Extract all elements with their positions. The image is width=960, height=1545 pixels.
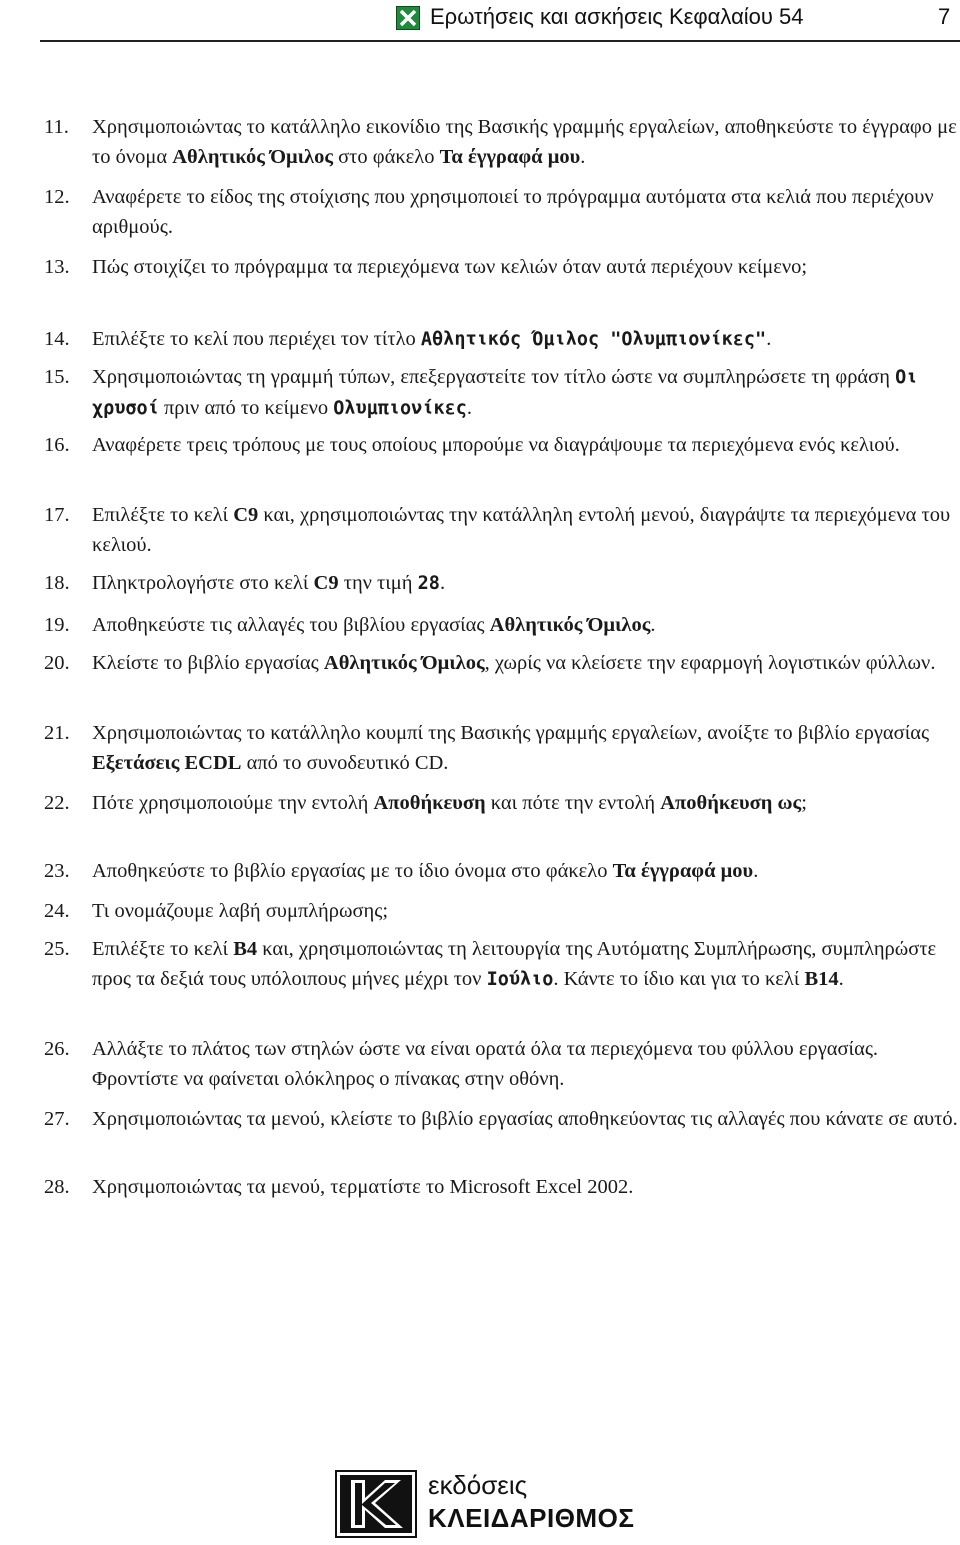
question-27 bbox=[44, 1104, 960, 1134]
question-24 bbox=[44, 896, 960, 926]
question-13 bbox=[44, 252, 960, 282]
question-number: 27. bbox=[44, 1108, 70, 1130]
question-text: Αποθηκεύστε το βιβλίο εργασίας με το ίδιο όνομα στο φάκελο Τα έγγραφά μου. bbox=[92, 860, 759, 882]
question-14 bbox=[44, 324, 960, 355]
question-22 bbox=[44, 788, 960, 818]
question-number: 17. bbox=[44, 504, 70, 526]
question-19 bbox=[44, 610, 960, 640]
question-text: Επιλέξτε το κελί C9 και, χρησιμοποιώντας την κατάλληλη εντολή μενού, διαγράψτε τα περιεχόμενα του κελιού. bbox=[92, 504, 951, 556]
question-number: 13. bbox=[44, 256, 70, 278]
question-number: 25. bbox=[44, 938, 70, 960]
header-rule bbox=[40, 40, 960, 42]
question-number: 24. bbox=[44, 900, 70, 922]
question-text: Πληκτρολογήστε στο κελί C9 την τιμή 28. bbox=[92, 572, 446, 594]
question-text: Αποθηκεύστε τις αλλαγές του βιβλίου εργασίας Αθλητικός Όμιλος. bbox=[92, 614, 656, 636]
question-text: Χρησιμοποιώντας τα μενού, τερματίστε το Microsoft Excel 2002. bbox=[92, 1176, 634, 1198]
question-number: 12. bbox=[44, 186, 70, 208]
question-number: 22. bbox=[44, 792, 70, 814]
question-number: 15. bbox=[44, 366, 70, 388]
question-number: 26. bbox=[44, 1038, 70, 1060]
excel-icon bbox=[396, 6, 420, 30]
question-number: 23. bbox=[44, 860, 70, 882]
question-text: Επιλέξτε το κελί B4 και, χρησιμοποιώντας τη λειτουργία της Αυτόματης Συμπλήρωσης, συμπληρώστε προς τα δεξιά τους υπόλοιπους μήνες μέχρι τον Ιούλιο. Κάντε το ίδιο και για το κελί B14. bbox=[92, 938, 937, 990]
question-11 bbox=[44, 112, 960, 172]
publisher-logo bbox=[335, 1470, 417, 1538]
question-number: 11. bbox=[44, 116, 69, 138]
publisher-line1: εκδόσεις bbox=[428, 1470, 528, 1500]
question-number: 14. bbox=[44, 328, 70, 350]
question-12 bbox=[44, 182, 960, 242]
question-28 bbox=[44, 1172, 960, 1202]
question-number: 21. bbox=[44, 722, 70, 744]
question-text: Πότε χρησιμοποιούμε την εντολή Αποθήκευση και πότε την εντολή Αποθήκευση ως; bbox=[92, 792, 807, 814]
question-number: 18. bbox=[44, 572, 70, 594]
question-text: Χρησιμοποιώντας το κατάλληλο κουμπί της Βασικής γραμμής εργαλείων, ανοίξτε το βιβλίο εργασίας Εξετάσεις ECDL από το συνοδευτικό CD. bbox=[92, 722, 930, 774]
question-text: Χρησιμοποιώντας τη γραμμή τύπων, επεξεργαστείτε τον τίτλο ώστε να συμπληρώσετε τη φράση Οι χρυσοί πριν από το κείμενο Ολυμπιονίκες. bbox=[92, 366, 918, 419]
question-text: Επιλέξτε το κελί που περιέχει τον τίτλο Αθλητικός Όμιλος "Ολυμπιονίκες". bbox=[92, 328, 772, 350]
question-text: Αναφέρετε τρεις τρόπους με τους οποίους μπορούμε να διαγράψουμε τα περιεχόμενα ενός κελιού. bbox=[92, 434, 900, 456]
question-text: Κλείστε το βιβλίο εργασίας Αθλητικός Όμιλος, χωρίς να κλείσετε την εφαρμογή λογιστικών φύλλων. bbox=[92, 652, 936, 674]
question-21 bbox=[44, 718, 960, 778]
page-header bbox=[0, 0, 960, 42]
page-number: 7 bbox=[938, 4, 951, 29]
question-number: 28. bbox=[44, 1176, 70, 1198]
publisher-name: ΚΛΕΙΔΑΡΙΘΜΟΣ bbox=[428, 1503, 635, 1533]
question-text: Αναφέρετε το είδος της στοίχισης που χρησιμοποιεί το πρόγραμμα αυτόματα στα κελιά που περιέχουν αριθμούς. bbox=[92, 186, 934, 238]
question-16 bbox=[44, 430, 960, 460]
question-23 bbox=[44, 856, 960, 886]
question-18 bbox=[44, 568, 960, 599]
question-17 bbox=[44, 500, 960, 560]
question-26 bbox=[44, 1034, 960, 1094]
question-number: 19. bbox=[44, 614, 70, 636]
question-text: Αλλάξτε το πλάτος των στηλών ώστε να είναι ορατά όλα τα περιεχόμενα του φύλλου εργασίας. Φροντίστε να φαίνεται ολόκληρος ο πίνακας στην οθόνη. bbox=[92, 1038, 879, 1090]
question-text: Πώς στοιχίζει το πρόγραμμα τα περιεχόμενα των κελιών όταν αυτά περιέχουν κείμενο; bbox=[92, 256, 808, 278]
question-25 bbox=[44, 934, 960, 995]
question-text: Τι ονομάζουμε λαβή συμπλήρωσης; bbox=[92, 900, 389, 922]
question-number: 20. bbox=[44, 652, 70, 674]
question-number: 16. bbox=[44, 434, 70, 456]
question-20 bbox=[44, 648, 960, 678]
chapter-title: Ερωτήσεις και ασκήσεις Κεφαλαίου 54 bbox=[430, 4, 804, 29]
question-text: Χρησιμοποιώντας τα μενού, κλείστε το βιβλίο εργασίας αποθηκεύοντας τις αλλαγές που κάνατε σε αυτό. bbox=[92, 1108, 958, 1130]
question-15 bbox=[44, 362, 960, 424]
question-text: Χρησιμοποιώντας το κατάλληλο εικονίδιο της Βασικής γραμμής εργαλείων, αποθηκεύστε το έγγραφο με το όνομα Αθλητικός Όμιλος στο φάκελο Τα έγγραφά μου. bbox=[92, 116, 957, 168]
